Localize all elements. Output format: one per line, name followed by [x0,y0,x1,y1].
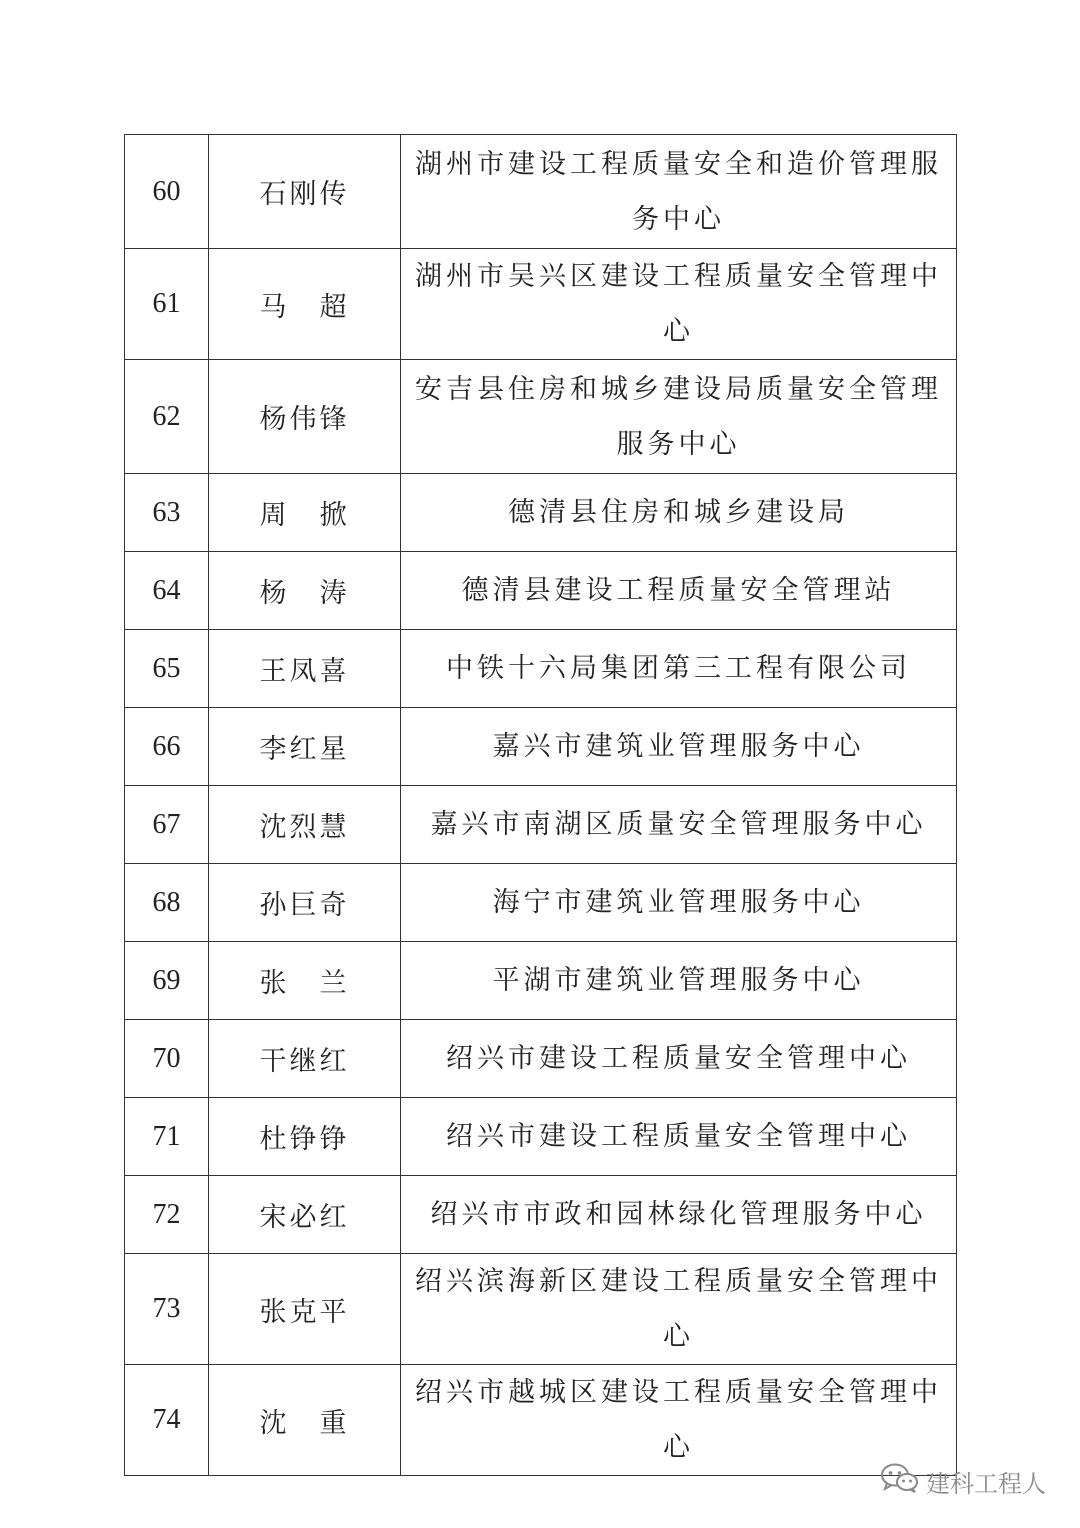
row-number-cell: 73 [125,1254,209,1365]
work-unit-cell: 绍兴市建设工程质量安全管理中心 [401,1020,957,1098]
person-name-cell: 沈 重 [209,1365,401,1476]
table-row [125,630,957,708]
work-unit-cell: 绍兴市越城区建设工程质量安全管理中心 [401,1365,957,1476]
table-row [125,1176,957,1254]
work-unit-cell: 海宁市建筑业管理服务中心 [401,864,957,942]
watermark-text: 建科工程人 [926,1469,1046,1498]
work-unit-cell: 绍兴滨海新区建设工程质量安全管理中心 [401,1254,957,1365]
person-name-cell: 周 掀 [209,474,401,552]
person-name-cell: 孙巨奇 [209,864,401,942]
person-name-cell: 张克平 [209,1254,401,1365]
row-number-cell: 69 [125,942,209,1020]
person-name-cell: 沈烈慧 [209,786,401,864]
row-number-cell: 60 [125,135,209,249]
table-row [125,708,957,786]
row-number-cell: 62 [125,360,209,474]
work-unit-cell: 湖州市建设工程质量安全和造价管理服务中心 [401,135,957,249]
row-number-cell: 74 [125,1365,209,1476]
table-row [125,864,957,942]
person-name-cell: 杜铮铮 [209,1098,401,1176]
row-number-cell: 61 [125,249,209,360]
table-row [125,942,957,1020]
work-unit-cell: 平湖市建筑业管理服务中心 [401,942,957,1020]
watermark [880,1462,1046,1500]
work-unit-cell: 安吉县住房和城乡建设局质量安全管理服务中心 [401,360,957,474]
person-name-cell: 石刚传 [209,135,401,249]
person-name-cell: 干继红 [209,1020,401,1098]
row-number-cell: 72 [125,1176,209,1254]
work-unit-cell: 嘉兴市建筑业管理服务中心 [401,708,957,786]
row-number-cell: 66 [125,708,209,786]
table-row [125,360,957,474]
table-row [125,552,957,630]
table-row [125,249,957,360]
person-name-cell: 马 超 [209,249,401,360]
person-name-cell: 王凤喜 [209,630,401,708]
table-row [125,1365,957,1476]
row-number-cell: 64 [125,552,209,630]
work-unit-cell: 德清县建设工程质量安全管理站 [401,552,957,630]
person-name-cell: 宋必红 [209,1176,401,1254]
row-number-cell: 70 [125,1020,209,1098]
table-body [125,135,957,1476]
row-number-cell: 63 [125,474,209,552]
wechat-icon [880,1462,920,1500]
table-row [125,1098,957,1176]
row-number-cell: 67 [125,786,209,864]
table-row [125,786,957,864]
personnel-table [124,134,957,1476]
table-row [125,474,957,552]
table-row [125,1020,957,1098]
work-unit-cell: 绍兴市建设工程质量安全管理中心 [401,1098,957,1176]
work-unit-cell: 中铁十六局集团第三工程有限公司 [401,630,957,708]
work-unit-cell: 湖州市吴兴区建设工程质量安全管理中心 [401,249,957,360]
person-name-cell: 杨 涛 [209,552,401,630]
person-name-cell: 杨伟锋 [209,360,401,474]
row-number-cell: 71 [125,1098,209,1176]
work-unit-cell: 绍兴市市政和园林绿化管理服务中心 [401,1176,957,1254]
person-name-cell: 张 兰 [209,942,401,1020]
work-unit-cell: 德清县住房和城乡建设局 [401,474,957,552]
row-number-cell: 65 [125,630,209,708]
work-unit-cell: 嘉兴市南湖区质量安全管理服务中心 [401,786,957,864]
table-row [125,1254,957,1365]
person-name-cell: 李红星 [209,708,401,786]
row-number-cell: 68 [125,864,209,942]
table-row [125,135,957,249]
